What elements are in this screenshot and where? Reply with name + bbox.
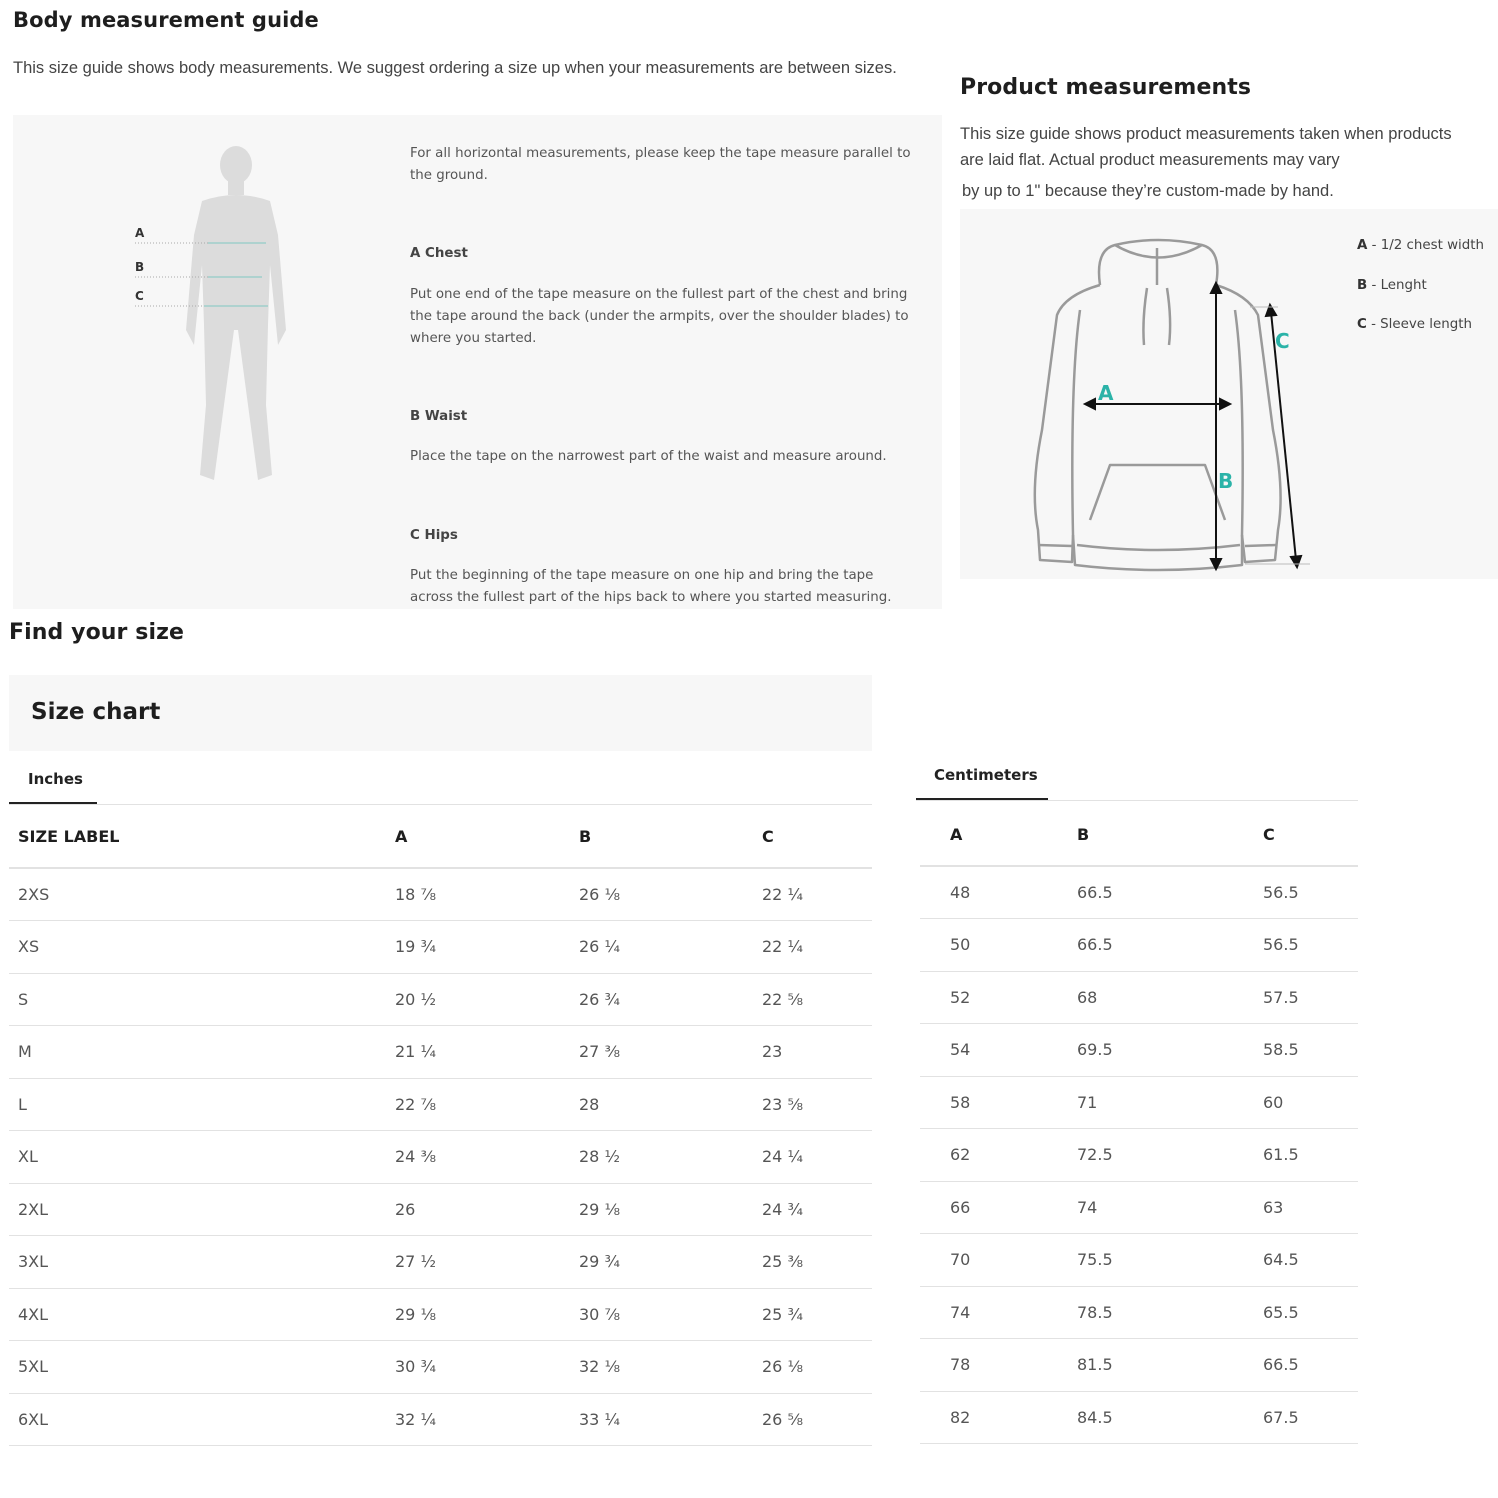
inches-cell: 24 ¾ [753, 1183, 872, 1236]
inches-cell: 30 ⅞ [570, 1288, 753, 1341]
inches-cell: 2XS [9, 868, 386, 921]
inches-cell: 26 ⅛ [570, 868, 753, 921]
inches-cell: 3XL [9, 1236, 386, 1289]
inches-cell: 28 ½ [570, 1131, 753, 1184]
inches-cell: 25 ¾ [753, 1288, 872, 1341]
cm-cell: 75.5 [1047, 1234, 1233, 1287]
inches-cell: 2XL [9, 1183, 386, 1236]
body-guide-intro: This size guide shows body measurements. We suggest ordering a size up when your measurements are between sizes. [13, 59, 897, 77]
figure-label-c: C [135, 289, 144, 303]
size-chart-title: Size chart [31, 699, 161, 725]
inches-cell: 26 ¼ [570, 921, 753, 974]
table-row [920, 1339, 1358, 1392]
inches-cell: XS [9, 921, 386, 974]
inches-header-3: C [753, 806, 872, 868]
cm-cell: 81.5 [1047, 1339, 1233, 1392]
inches-cell: 32 ¼ [386, 1393, 570, 1446]
inches-cell: 24 ⅜ [386, 1131, 570, 1184]
cm-cell: 68 [1047, 971, 1233, 1024]
inches-cell: 22 ⅞ [386, 1078, 570, 1131]
table-row [9, 1341, 872, 1394]
cm-header-2: C [1233, 804, 1358, 866]
cm-cell: 66.5 [1047, 866, 1233, 919]
table-row [920, 1391, 1358, 1444]
cm-cell: 66.5 [1233, 1339, 1358, 1392]
cm-cell: 67.5 [1233, 1391, 1358, 1444]
table-row [920, 919, 1358, 972]
inches-cell: 32 ⅛ [570, 1341, 753, 1394]
cm-cell: 78.5 [1047, 1286, 1233, 1339]
inches-cell: 26 [386, 1183, 570, 1236]
inches-cell: 23 ⅝ [753, 1078, 872, 1131]
inches-cell: 23 [753, 1026, 872, 1079]
inches-header-2: B [570, 806, 753, 868]
cm-cell: 52 [920, 971, 1047, 1024]
cm-cell: 65.5 [1233, 1286, 1358, 1339]
inches-cell: M [9, 1026, 386, 1079]
table-row [920, 1076, 1358, 1129]
product-intro-line2: are laid flat. Actual product measurements may vary [960, 151, 1340, 169]
inches-cell: 29 ⅛ [386, 1288, 570, 1341]
cm-cell: 74 [1047, 1181, 1233, 1234]
table-row [9, 1131, 872, 1184]
legend-a: A - 1/2 chest width [1357, 238, 1485, 253]
cm-header-row [920, 804, 1358, 866]
cm-cell: 64.5 [1233, 1234, 1358, 1287]
diagram-label-c: C [1275, 329, 1290, 353]
cm-header-0: A [920, 804, 1047, 866]
cm-cell: 54 [920, 1024, 1047, 1077]
inches-cell: 28 [570, 1078, 753, 1131]
chest-text: Put one end of the tape measure on the fullest part of the chest and bring the tape around the back (under the armpits, over the shoulder blades) to where you started. [410, 287, 909, 346]
diagram-label-a: A [1098, 381, 1114, 405]
cm-cell: 57.5 [1233, 971, 1358, 1024]
inches-cell: 6XL [9, 1393, 386, 1446]
cm-cell: 70 [920, 1234, 1047, 1287]
cm-cell: 56.5 [1233, 919, 1358, 972]
cm-cell: 78 [920, 1339, 1047, 1392]
human-figure-illustration [120, 145, 300, 485]
hoodie-diagram [1020, 230, 1320, 580]
inches-cell: 22 ¼ [753, 868, 872, 921]
cm-cell: 66 [920, 1181, 1047, 1234]
cm-cell: 56.5 [1233, 866, 1358, 919]
inches-cell: 19 ¾ [386, 921, 570, 974]
legend-c: C - Sleeve length [1357, 317, 1472, 332]
find-size-title: Find your size [9, 620, 185, 645]
inches-header-0: SIZE LABEL [9, 806, 386, 868]
cm-cell: 66.5 [1047, 919, 1233, 972]
product-intro-line3: by up to 1" because they’re custom-made by hand. [962, 182, 1334, 200]
inches-cell: 5XL [9, 1341, 386, 1394]
cm-cell: 48 [920, 866, 1047, 919]
inches-cell: 29 ¾ [570, 1236, 753, 1289]
table-row [9, 868, 872, 921]
table-row [9, 1288, 872, 1341]
inches-cell: 26 ⅝ [753, 1393, 872, 1446]
table-row [9, 973, 872, 1026]
horizontal-note: For all horizontal measurements, please keep the tape measure parallel to the ground. [410, 146, 911, 183]
inches-cell: 4XL [9, 1288, 386, 1341]
cm-cell: 71 [1047, 1076, 1233, 1129]
cm-cell: 82 [920, 1391, 1047, 1444]
cm-cell: 61.5 [1233, 1129, 1358, 1182]
product-intro-line1: This size guide shows product measurements taken when products [960, 125, 1452, 143]
inches-cell: 26 ⅛ [753, 1341, 872, 1394]
chest-heading: A Chest [410, 246, 468, 261]
cm-cell: 63 [1233, 1181, 1358, 1234]
cm-cell: 84.5 [1047, 1391, 1233, 1444]
tab-centimeters[interactable]: Centimeters [934, 766, 1038, 784]
inches-header-1: A [386, 806, 570, 868]
table-row [9, 921, 872, 974]
inches-cell: L [9, 1078, 386, 1131]
cm-cell: 62 [920, 1129, 1047, 1182]
cm-cell: 58 [920, 1076, 1047, 1129]
product-guide-title: Product measurements [960, 75, 1252, 100]
cm-cell: 50 [920, 919, 1047, 972]
inches-cell: 27 ½ [386, 1236, 570, 1289]
inches-cell: XL [9, 1131, 386, 1184]
table-row [9, 1393, 872, 1446]
tabs-divider-cm [916, 800, 1358, 801]
table-row [920, 1129, 1358, 1182]
table-row [920, 1024, 1358, 1077]
table-row [920, 1286, 1358, 1339]
table-row [920, 1234, 1358, 1287]
cm-cell: 72.5 [1047, 1129, 1233, 1182]
tabs-divider-inches [9, 804, 872, 805]
table-row [9, 1078, 872, 1131]
body-guide-title: Body measurement guide [13, 8, 319, 32]
inches-cell: 24 ¼ [753, 1131, 872, 1184]
inches-header-row [9, 806, 872, 868]
inches-cell: S [9, 973, 386, 1026]
table-row [9, 1183, 872, 1236]
table-row [920, 1181, 1358, 1234]
figure-label-b: B [135, 260, 145, 274]
diagram-label-b: B [1218, 469, 1234, 493]
table-row [9, 1026, 872, 1079]
inches-cell: 30 ¾ [386, 1341, 570, 1394]
inches-cell: 26 ¾ [570, 973, 753, 1026]
hips-heading: C Hips [410, 528, 458, 543]
cm-header-1: B [1047, 804, 1233, 866]
inches-size-table [9, 806, 872, 1446]
table-row [920, 866, 1358, 919]
size-chart-header [9, 675, 872, 751]
inches-cell: 29 ⅛ [570, 1183, 753, 1236]
cm-cell: 74 [920, 1286, 1047, 1339]
inches-cell: 22 ¼ [753, 921, 872, 974]
cm-cell: 58.5 [1233, 1024, 1358, 1077]
inches-cell: 33 ¼ [570, 1393, 753, 1446]
figure-label-a: A [135, 226, 145, 240]
inches-cell: 25 ⅜ [753, 1236, 872, 1289]
waist-text: Place the tape on the narrowest part of the waist and measure around. [410, 449, 887, 464]
inches-cell: 27 ⅜ [570, 1026, 753, 1079]
centimeters-size-table [920, 804, 1358, 1444]
legend-b: B - Lenght [1357, 278, 1427, 293]
inches-cell: 21 ¼ [386, 1026, 570, 1079]
table-row [920, 971, 1358, 1024]
inches-cell: 20 ½ [386, 973, 570, 1026]
inches-cell: 22 ⅝ [753, 973, 872, 1026]
tab-inches[interactable]: Inches [28, 770, 83, 788]
cm-table-body [920, 866, 1358, 1444]
hips-text: Put the beginning of the tape measure on one hip and bring the tape across the fullest part of the hips back to where you started measuring. [410, 568, 892, 605]
inches-table-body [9, 868, 872, 1446]
inches-cell: 18 ⅞ [386, 868, 570, 921]
table-row [9, 1236, 872, 1289]
cm-cell: 60 [1233, 1076, 1358, 1129]
cm-cell: 69.5 [1047, 1024, 1233, 1077]
waist-heading: B Waist [410, 409, 468, 424]
